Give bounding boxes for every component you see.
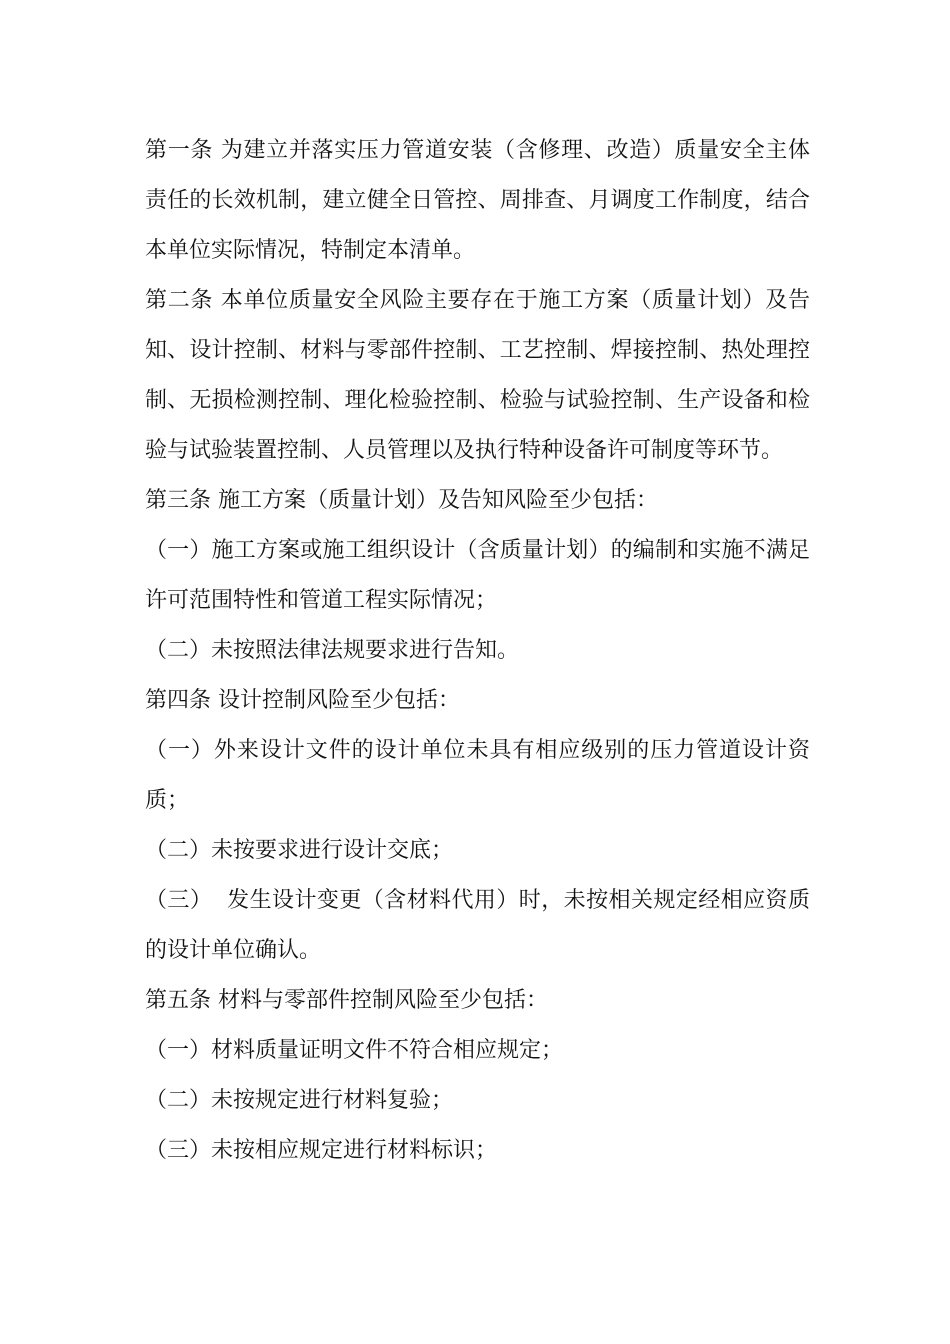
article-3-heading: 第三条 施工方案（质量计划）及告知风险至少包括： <box>145 488 658 513</box>
article-4-item-2: （二）未按要求进行设计交底； <box>145 838 454 863</box>
article-2-paragraph: 第二条 本单位质量安全风险主要存在于施工方案（质量计划）及告知、设计控制、材料与零部件控制、工艺控制、焊接控制、热处理控制、无损检测控制、理化检验控制、检验与试验控制、生产设备和检验与试验装置控制、人员管理以及执行特种设备许可制度等环节。 <box>145 288 810 463</box>
article-5-heading: 第五条 材料与零部件控制风险至少包括： <box>145 988 548 1013</box>
article-4-item-3: （三） 发生设计变更（含材料代用）时，未按相关规定经相应资质的设计单位确认。 <box>145 888 810 963</box>
article-4-heading: 第四条 设计控制风险至少包括： <box>145 688 460 713</box>
article-4-item-1: （一）外来设计文件的设计单位未具有相应级别的压力管道设计资质； <box>145 738 810 813</box>
article-3-item-2: （二）未按照法律法规要求进行告知。 <box>145 638 520 663</box>
article-1-paragraph: 第一条 为建立并落实压力管道安装（含修理、改造）质量安全主体责任的长效机制，建立健全日管控、周排查、月调度工作制度，结合本单位实际情况，特制定本清单。 <box>145 138 810 263</box>
article-5-item-2: （二）未按规定进行材料复验； <box>145 1088 454 1113</box>
article-3-item-1: （一）施工方案或施工组织设计（含质量计划）的编制和实施不满足许可范围特性和管道工程实际情况； <box>145 538 810 613</box>
article-5-item-1: （一）材料质量证明文件不符合相应规定； <box>145 1038 564 1063</box>
document-body <box>145 126 810 1176</box>
article-5-item-3: （三）未按相应规定进行材料标识； <box>145 1138 498 1163</box>
